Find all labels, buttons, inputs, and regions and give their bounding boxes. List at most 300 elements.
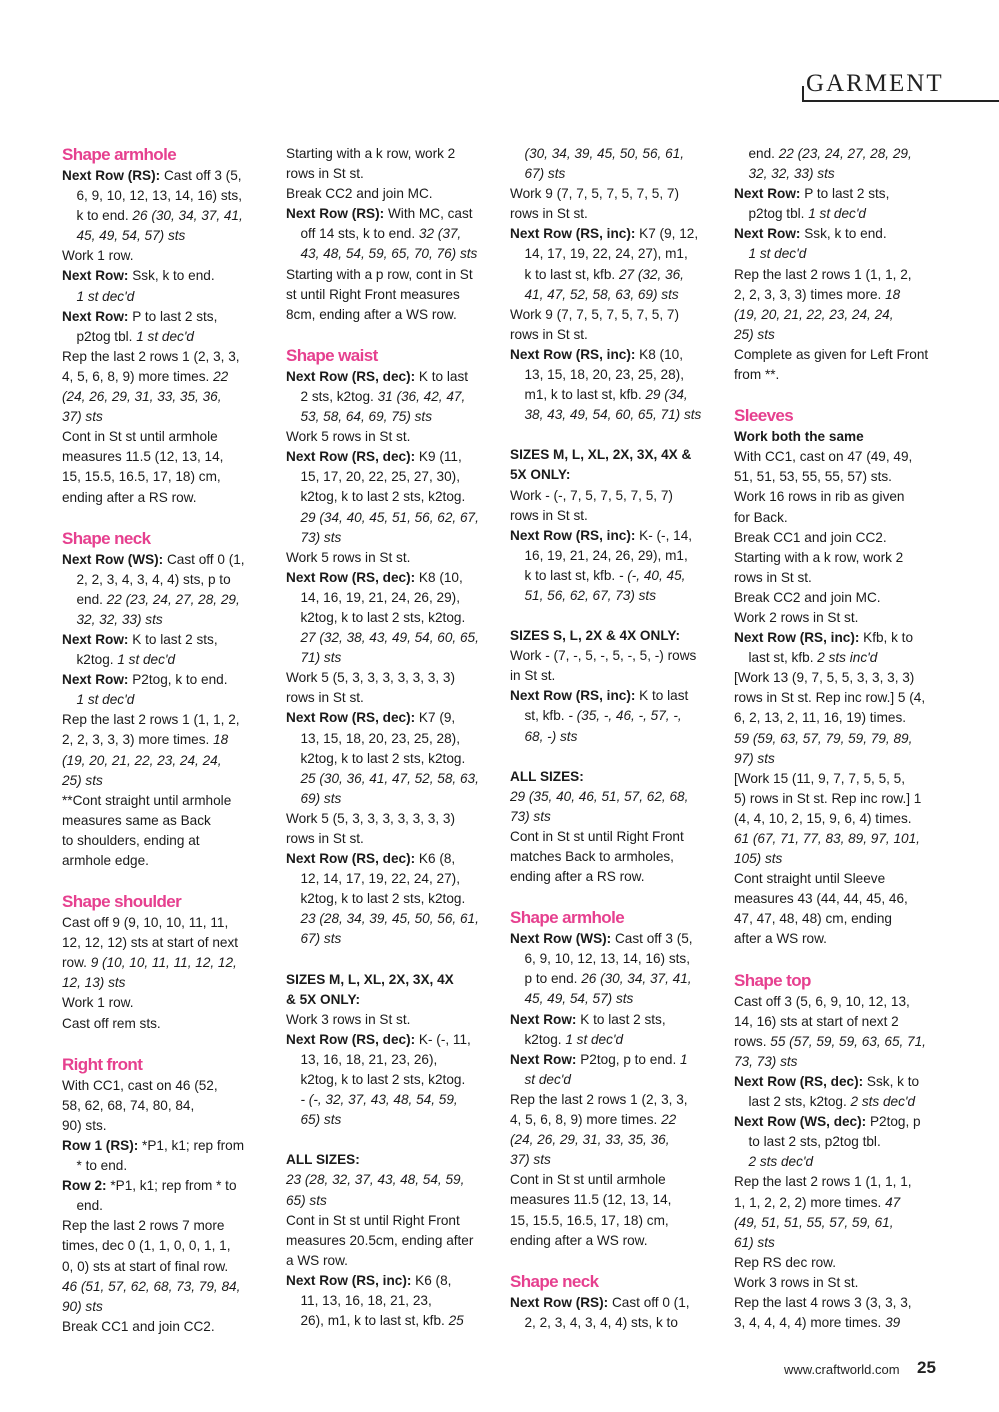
instruction-text: K6 (8, — [411, 1272, 452, 1288]
instruction-line — [734, 809, 946, 829]
instruction-block — [734, 447, 946, 527]
instruction-text: to last 2 sts, p2tog tbl. — [748, 1134, 881, 1150]
stitch-count: 46 (51, 57, 62, 68, 73, 79, 84, — [62, 1278, 241, 1294]
instruction-line — [510, 727, 722, 747]
instruction-text: K7 (9, — [415, 710, 456, 726]
instruction-text: rows in St st. — [510, 326, 588, 342]
row-label: Next Row (RS, dec): — [286, 449, 416, 465]
stitch-count: 69) sts — [300, 790, 342, 806]
instruction-line — [62, 367, 274, 387]
instruction-line — [62, 1297, 274, 1317]
instruction-text: Work 16 rows in rib as given — [734, 489, 905, 505]
instruction-block — [510, 526, 722, 606]
instruction-line — [734, 184, 946, 204]
stitch-count: 73) sts — [300, 529, 342, 545]
instruction-line — [62, 1096, 274, 1116]
instruction-line — [286, 829, 498, 849]
instruction-line — [286, 447, 498, 467]
instruction-line — [734, 244, 946, 264]
instruction-text: Work 1 row. — [62, 995, 134, 1011]
stitch-count: 26 (30, 34, 37, 41, — [581, 971, 692, 987]
instruction-text: ending after a WS row. — [510, 1232, 648, 1248]
instruction-line — [734, 909, 946, 929]
instruction-line — [62, 287, 274, 307]
instruction-text: rows in St st. Rep inc row.] 5 (4, — [734, 690, 926, 706]
instruction-line — [286, 1191, 498, 1211]
row-label: Next Row: — [734, 186, 801, 202]
instruction-line — [62, 1136, 274, 1156]
instruction-block — [734, 992, 946, 1072]
section-label: GARMENT — [806, 70, 944, 97]
instruction-text: K to last — [635, 688, 689, 704]
instruction-block — [62, 1014, 274, 1034]
instruction-text: P to last 2 sts, — [128, 308, 218, 324]
instruction-text: Cast off 0 (1, — [608, 1294, 690, 1310]
instruction-line — [286, 467, 498, 487]
instruction-line — [62, 427, 274, 447]
instruction-text: K7 (9, 12, — [635, 226, 699, 242]
row-label: Next Row (RS, dec): — [286, 851, 416, 867]
instruction-line — [734, 487, 946, 507]
instruction-text: Cast off 0 (1, — [163, 551, 245, 567]
instruction-line — [734, 608, 946, 628]
instruction-line — [510, 1170, 722, 1190]
instruction-text: K- (-, 14, — [635, 527, 693, 543]
stitch-count: 53, 58, 64, 69, 75) sts — [300, 409, 432, 425]
subheading-line: ALL SIZES: — [286, 1152, 360, 1168]
instruction-line — [510, 1130, 722, 1150]
column-3 — [510, 144, 722, 1333]
instruction-line — [734, 1152, 946, 1172]
instruction-text: Rep the last 2 rows 7 more — [62, 1218, 225, 1234]
row-label: Next Row: — [734, 226, 801, 242]
subheading-line: SIZES S, L, 2X & 4X ONLY: — [510, 628, 680, 644]
instruction-text: P2tog, p — [866, 1114, 921, 1130]
instruction-text: K to last 2 sts, — [576, 1011, 666, 1027]
instruction-line — [62, 407, 274, 427]
instruction-line — [734, 869, 946, 889]
instruction-line — [734, 1112, 946, 1132]
instruction-line — [62, 690, 274, 710]
instruction-line — [62, 730, 274, 750]
instruction-line — [510, 929, 722, 949]
instruction-line — [62, 447, 274, 467]
instruction-text: Cont in St st until armhole — [510, 1172, 666, 1188]
instruction-text: 58, 62, 68, 74, 80, 84, — [62, 1097, 195, 1113]
instruction-line — [286, 184, 498, 204]
instruction-line — [286, 1030, 498, 1050]
instruction-text: 8cm, ending after a WS row. — [286, 306, 457, 322]
instruction-line — [510, 204, 722, 224]
stitch-count: 61 (67, 71, 77, 83, 89, 97, 101, — [734, 831, 920, 846]
instruction-text: Work - (7, -, 5, -, 5, -, 5, -) rows — [510, 648, 697, 664]
instruction-line — [510, 686, 722, 706]
instruction-line — [286, 729, 498, 749]
instruction-block — [286, 367, 498, 427]
instruction-text: 13, 16, 18, 21, 23, 26), — [300, 1051, 438, 1067]
instruction-line — [62, 831, 274, 851]
instruction-block — [286, 809, 498, 849]
instruction-line — [62, 226, 274, 246]
instruction-text: K9 (11, — [415, 449, 462, 465]
instruction-line — [510, 365, 722, 385]
instruction-line — [286, 1110, 498, 1130]
instruction-line — [734, 325, 946, 345]
instruction-block — [286, 548, 498, 568]
instruction-text: k2tog. — [524, 1031, 566, 1047]
stitch-count: 1 st dec'd — [117, 652, 176, 668]
instruction-line — [734, 1273, 946, 1293]
instruction-text: 14, 17, 19, 22, 24, 27), m1, — [524, 246, 688, 262]
instruction-text: Work 5 rows in St st. — [286, 429, 411, 445]
instruction-text: row. — [62, 955, 91, 971]
instruction-line — [286, 508, 498, 528]
instruction-line — [62, 246, 274, 266]
instruction-line — [286, 869, 498, 889]
instruction-text: measures 11.5 (12, 13, 14, — [510, 1192, 672, 1208]
instruction-text: off 14 sts, k to end. — [300, 226, 419, 242]
instruction-text: Ssk, k to end. — [128, 268, 215, 284]
instruction-text: * to end. — [76, 1158, 128, 1174]
instruction-text: Work 9 (7, 7, 5, 7, 5, 7, 5, 7) — [510, 186, 679, 202]
instruction-line — [510, 164, 722, 184]
instruction-block — [62, 166, 274, 246]
instruction-line — [62, 913, 274, 933]
instruction-line — [286, 487, 498, 507]
instruction-line — [510, 244, 722, 264]
size-subheading — [510, 767, 722, 787]
stitch-count: 47 — [885, 1194, 901, 1210]
instruction-line — [286, 1291, 498, 1311]
instruction-line — [734, 467, 946, 487]
instruction-line — [62, 1257, 274, 1277]
instruction-text: 16, 19, 21, 24, 26, 29), m1, — [524, 547, 688, 563]
instruction-text: k2tog, k to last 2 sts, k2tog. — [300, 609, 466, 625]
section-heading: Sleeves — [734, 406, 794, 426]
instruction-text: Work 1 row. — [62, 248, 134, 264]
instruction-line — [510, 506, 722, 526]
stitch-count: 2 sts dec'd — [850, 1094, 916, 1110]
instruction-line — [62, 1176, 274, 1196]
instruction-line — [510, 1231, 722, 1251]
instruction-line — [62, 973, 274, 993]
instruction-line — [734, 789, 946, 809]
instruction-text: 47, 47, 48, 48) cm, ending — [734, 911, 892, 927]
instruction-line — [286, 305, 498, 325]
instruction-line — [286, 688, 498, 708]
instruction-line — [286, 1170, 498, 1190]
instruction-block — [286, 265, 498, 325]
instruction-text: p2tog tbl. — [76, 328, 137, 344]
instruction-text: Work 5 rows in St st. — [286, 549, 411, 565]
stitch-count: 25 — [448, 1313, 464, 1329]
instruction-line — [286, 244, 498, 264]
stitch-count: (24, 26, 29, 31, 33, 35, 36, — [62, 389, 222, 405]
instruction-line — [62, 550, 274, 570]
instruction-text: Work 3 rows in St st. — [286, 1011, 411, 1027]
instruction-block — [286, 668, 498, 708]
instruction-text: k2tog, k to last 2 sts, k2tog. — [300, 891, 466, 907]
instruction-block — [734, 548, 946, 588]
instruction-text: k to end. — [76, 208, 133, 224]
instruction-text: Cast off 3 (5, — [160, 168, 242, 183]
instruction-text: 6, 9, 10, 12, 13, 14, 16) sts, — [76, 188, 242, 204]
instruction-text: P2tog, p to end. — [576, 1051, 681, 1067]
instruction-text: measures same as Back — [62, 812, 211, 828]
row-label: Next Row: — [62, 308, 129, 324]
stitch-count: 37) sts — [62, 409, 103, 425]
instruction-block — [734, 265, 946, 345]
stitch-count: 9 (10, 10, 11, 11, 12, 12, — [90, 955, 237, 971]
subheading-line: SIZES M, L, XL, 2X, 3X, 4X — [286, 971, 454, 987]
instruction-text: K8 (10, — [635, 346, 683, 362]
stitch-count: (49, 51, 51, 55, 57, 59, 61, — [734, 1214, 894, 1230]
instruction-line — [62, 307, 274, 327]
instruction-text: Ssk, k to end. — [800, 226, 887, 242]
instruction-text: *P1, k1; rep from — [138, 1137, 245, 1153]
instruction-line — [510, 305, 722, 325]
stitch-count: st dec'd — [524, 1071, 571, 1087]
instruction-text: k2tog, k to last 2 sts, k2tog. — [300, 750, 466, 766]
instruction-block — [286, 849, 498, 949]
stitch-count: 38, 43, 49, 54, 60, 65, 71) sts — [524, 407, 702, 423]
size-subheading — [286, 1150, 498, 1170]
instruction-block — [510, 224, 722, 304]
instruction-block — [286, 708, 498, 808]
instruction-line — [62, 670, 274, 690]
instruction-text: P to last 2 sts, — [800, 186, 890, 202]
stitch-count: 105) sts — [734, 851, 783, 867]
instruction-text: Break CC2 and join MC. — [734, 589, 881, 605]
subheading-line: Work both the same — [734, 429, 864, 445]
instruction-block — [286, 184, 498, 204]
instruction-line — [286, 1010, 498, 1030]
instruction-line — [62, 771, 274, 791]
stitch-count: 71) sts — [300, 650, 342, 666]
instruction-line — [286, 628, 498, 648]
instruction-text: 15, 15.5, 16.5, 17, 18) cm, — [62, 469, 221, 485]
instruction-text: rows in St st. — [286, 690, 364, 706]
instruction-line — [510, 486, 722, 506]
column-4 — [734, 144, 946, 1333]
instruction-line — [734, 729, 946, 749]
instruction-text: to shoulders, ending at — [62, 832, 200, 848]
instruction-text: Cast off 9 (9, 10, 10, 11, 11, — [62, 915, 229, 931]
instruction-block — [510, 929, 722, 1009]
instruction-text: K8 (10, — [415, 569, 463, 585]
instruction-block — [734, 869, 946, 949]
instruction-text: 12, 14, 17, 19, 22, 24, 27), — [300, 871, 460, 887]
instruction-line — [734, 1213, 946, 1233]
instruction-line — [734, 305, 946, 325]
instruction-line — [286, 708, 498, 728]
row-label: Row 1 (RS): — [62, 1137, 139, 1153]
stitch-count: 27 (32, 36, — [618, 266, 684, 282]
instruction-line — [62, 751, 274, 771]
instruction-line — [62, 791, 274, 811]
instruction-line — [734, 345, 946, 365]
stitch-count: 68, -) sts — [524, 728, 578, 744]
instruction-line — [286, 1231, 498, 1251]
instruction-block — [510, 787, 722, 827]
instruction-line — [286, 1311, 498, 1331]
row-label: Next Row: — [62, 672, 129, 688]
instruction-line — [286, 1211, 498, 1231]
instruction-line — [510, 224, 722, 244]
instruction-line — [734, 568, 946, 588]
row-label: Next Row (RS): — [510, 1294, 609, 1310]
instruction-text: 4, 5, 6, 8, 9) more times. — [62, 368, 214, 384]
row-label: Next Row (RS, dec): — [286, 569, 416, 585]
stitch-count: 2 sts dec'd — [748, 1154, 814, 1170]
stitch-count: 29 (34, — [645, 387, 688, 403]
row-label: Next Row: — [62, 268, 129, 284]
stitch-count: 1 st dec'd — [565, 1031, 624, 1047]
instruction-line — [510, 184, 722, 204]
instruction-text: in St st. — [510, 668, 556, 684]
instruction-block — [62, 427, 274, 507]
stitch-count: 18 — [885, 286, 901, 302]
instruction-text: Rep the last 4 rows 3 (3, 3, 3, — [734, 1294, 912, 1310]
instruction-line — [734, 204, 946, 224]
instruction-line — [62, 166, 274, 186]
instruction-line — [62, 610, 274, 630]
instruction-block — [734, 769, 946, 869]
row-label: Next Row: — [510, 1011, 577, 1027]
instruction-text: k2tog. — [76, 652, 118, 668]
instruction-line — [62, 630, 274, 650]
instruction-text: (4, 4, 10, 2, 15, 9, 6, 4) times. — [734, 810, 912, 826]
stitch-count: 51, 56, 62, 67, 73) sts — [524, 587, 656, 603]
instruction-line — [62, 1236, 274, 1256]
instruction-block — [286, 1271, 498, 1331]
instruction-line — [510, 405, 722, 425]
instruction-line — [62, 266, 274, 286]
instruction-line — [734, 164, 946, 184]
instruction-line — [62, 570, 274, 590]
instruction-text: 2, 2, 3, 4, 3, 4, 4) sts, k to — [524, 1314, 678, 1330]
instruction-text: K- (-, 11, — [415, 1031, 471, 1047]
stitch-count: 1 st dec'd — [76, 692, 135, 708]
instruction-line — [286, 648, 498, 668]
instruction-line — [62, 1116, 274, 1136]
instruction-text: measures 11.5 (12, 13, 14, — [62, 449, 224, 465]
stitch-count: (30, 34, 39, 45, 50, 56, 61, — [524, 146, 684, 161]
instruction-line — [734, 769, 946, 789]
instruction-text: end. — [76, 591, 107, 607]
instruction-line — [510, 385, 722, 405]
instruction-line — [510, 807, 722, 827]
instruction-block — [510, 486, 722, 526]
stitch-count: 23 (28, 32, 37, 43, 48, 54, 59, — [286, 1172, 465, 1188]
instruction-text: With MC, cast — [384, 206, 473, 222]
instruction-text: Starting with a k row, work 2 — [286, 146, 456, 161]
instruction-line — [510, 827, 722, 847]
instruction-text: rows in St st. — [510, 507, 588, 523]
instruction-text: Break CC2 and join MC. — [286, 186, 433, 202]
instruction-line — [510, 586, 722, 606]
instruction-block — [510, 144, 722, 184]
instruction-line — [510, 285, 722, 305]
instruction-block — [62, 307, 274, 347]
stitch-count: 29 (35, 40, 46, 51, 57, 62, 68, — [510, 788, 689, 804]
instruction-line — [286, 608, 498, 628]
instruction-text: Break CC1 and join CC2. — [62, 1318, 215, 1334]
instruction-text: Rep the last 2 rows 1 (1, 1, 2, — [734, 266, 912, 282]
stitch-count: 23 (28, 34, 39, 45, 50, 56, 61, — [300, 911, 479, 927]
instruction-line — [62, 1216, 274, 1236]
instruction-line — [286, 285, 498, 305]
instruction-line — [510, 787, 722, 807]
instruction-line — [734, 628, 946, 648]
instruction-block — [286, 204, 498, 264]
instruction-block — [286, 144, 498, 184]
instruction-line — [286, 769, 498, 789]
instruction-block — [510, 1090, 722, 1170]
stitch-count: 32 (37, — [418, 226, 462, 242]
instruction-line — [734, 929, 946, 949]
stitch-count: 67) sts — [524, 166, 566, 182]
instruction-line — [510, 345, 722, 365]
stitch-count: 22 — [213, 368, 229, 384]
subheading-line: ALL SIZES: — [510, 768, 584, 784]
column-2 — [286, 144, 498, 1331]
row-label: Next Row (RS, dec): — [286, 1031, 416, 1047]
instruction-text: With CC1, cast on 47 (49, 49, — [734, 449, 913, 465]
instruction-text: 4, 5, 6, 8, 9) more times. — [510, 1112, 662, 1128]
stitch-count: 29 (34, 40, 45, 51, 56, 62, 67, — [300, 509, 479, 525]
stitch-count: 25) sts — [734, 326, 775, 342]
instruction-block — [510, 345, 722, 425]
subheading-line: 5X ONLY: — [510, 467, 571, 483]
row-label: Next Row (WS): — [510, 931, 612, 947]
instruction-line — [62, 387, 274, 407]
instruction-text: 11, 13, 16, 18, 21, 23, — [300, 1292, 432, 1308]
instruction-line — [62, 851, 274, 871]
row-label: Row 2: — [62, 1178, 107, 1194]
page-number: 25 — [917, 1358, 936, 1377]
instruction-text: Cont straight until Sleeve — [734, 871, 886, 887]
instruction-line — [62, 933, 274, 953]
instruction-text: 2 sts, k2tog. — [300, 388, 378, 404]
instruction-text: st until Right Front measures — [286, 286, 460, 302]
row-label: Next Row (RS, dec): — [286, 710, 416, 726]
instruction-text: 13, 15, 18, 20, 23, 25, 28), — [300, 730, 460, 746]
instruction-line — [62, 467, 274, 487]
instruction-block — [734, 608, 946, 628]
instruction-block — [734, 1072, 946, 1112]
instruction-text: Starting with a p row, cont in St — [286, 266, 473, 282]
instruction-block — [510, 1170, 722, 1250]
instruction-text: Work - (-, 7, 5, 7, 5, 7, 5, 7) — [510, 487, 673, 503]
instruction-text: 90) sts. — [62, 1117, 107, 1133]
instruction-text: Kfb, k to — [859, 630, 914, 646]
section-heading: Shape waist — [286, 345, 378, 365]
instruction-block — [62, 791, 274, 871]
subheading-line: & 5X ONLY: — [286, 991, 361, 1007]
instruction-block — [62, 670, 274, 710]
instruction-line — [286, 548, 498, 568]
instruction-line — [286, 929, 498, 949]
instruction-line — [510, 1030, 722, 1050]
instruction-text: 6, 9, 10, 12, 13, 14, 16) sts, — [524, 951, 690, 967]
instruction-line — [734, 265, 946, 285]
instruction-block — [734, 528, 946, 548]
instruction-line — [62, 590, 274, 610]
instruction-block — [734, 224, 946, 264]
row-label: Next Row (RS, inc): — [510, 346, 636, 362]
instruction-line — [62, 488, 274, 508]
